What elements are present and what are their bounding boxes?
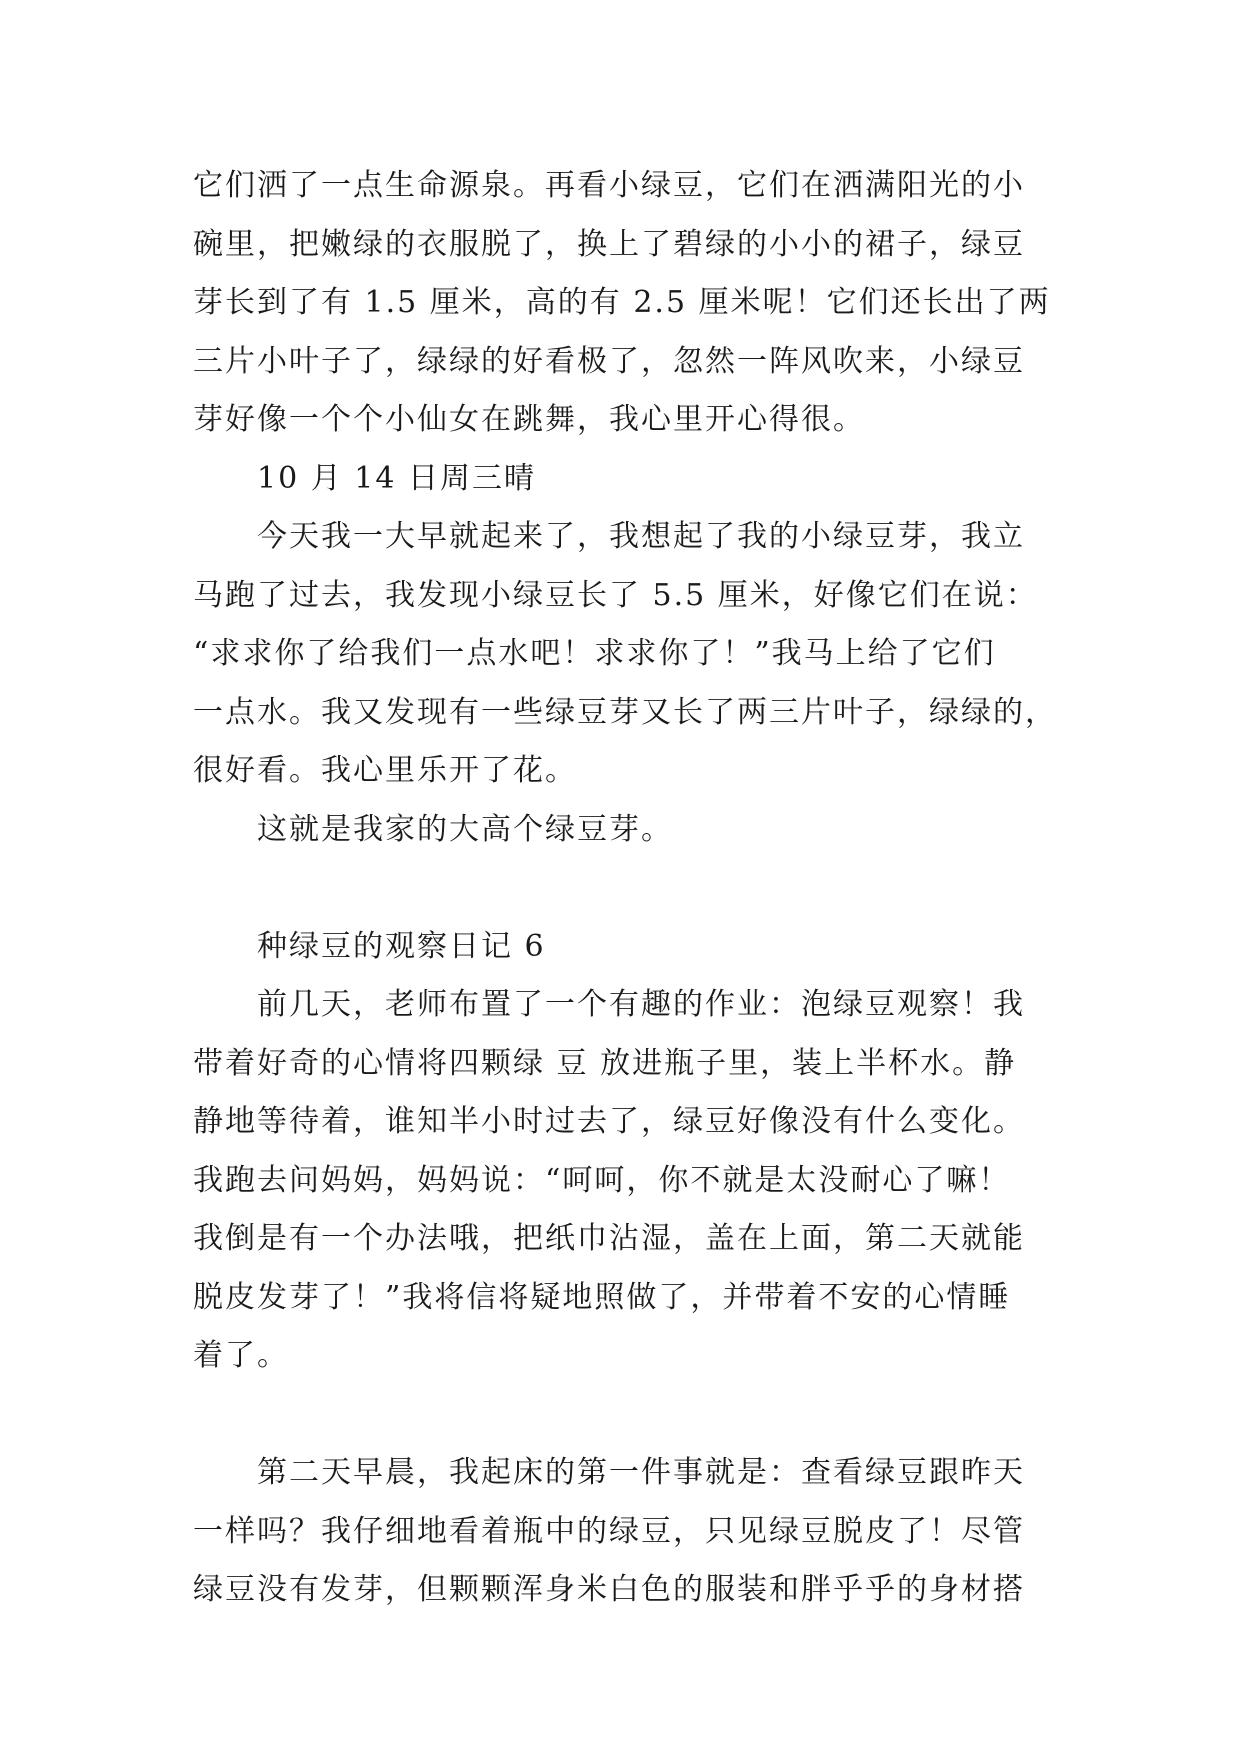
document-body [193, 157, 1063, 1620]
text-line: 三片小叶子了，绿绿的好看极了，忽然一阵风吹来，小绿豆 [193, 343, 1025, 379]
paragraph-intro [193, 976, 1063, 1386]
text-line: 马跑了过去，我发现小绿豆长了 5.5 厘米，好像它们在说： [193, 577, 1038, 613]
text-line: 10 月 14 日周三晴 [257, 460, 536, 496]
text-line: 脱皮发芽了！”我将信将疑地照做了，并带着不安的心情睡 [193, 1279, 1011, 1315]
date-heading [193, 450, 1063, 509]
section-title [193, 918, 1063, 977]
text-line: 一样吗？我仔细地看着瓶中的绿豆，只见绿豆脱皮了！尽管 [193, 1513, 1025, 1549]
text-line: 芽好像一个个小仙女在跳舞，我心里开心得很。 [193, 402, 865, 437]
paragraph-closing [193, 801, 1063, 860]
text-line: 第二天早晨，我起床的第一件事就是：查看绿豆跟昨天 [257, 1455, 1025, 1490]
text-line: 这就是我家的大高个绿豆芽。 [257, 811, 673, 847]
text-line: 种绿豆的观察日记 6 [257, 928, 546, 964]
paragraph-spacer [193, 1386, 1063, 1445]
text-line: 我倒是有一个办法哦，把纸巾沾湿，盖在上面，第二天就能 [193, 1221, 1025, 1256]
paragraph-continued [193, 157, 1063, 450]
text-line: 带着好奇的心情将四颗绿 豆 放进瓶子里，装上半杯水。静 [193, 1045, 1017, 1081]
text-line: 我跑去问妈妈，妈妈说：“呵呵，你不就是太没耐心了嘛！ [193, 1162, 1011, 1198]
paragraph-day2 [193, 1444, 1063, 1620]
text-line: 碗里，把嫩绿的衣服脱了，换上了碧绿的小小的裙子，绿豆 [193, 226, 1025, 262]
text-line: 绿豆没有发芽，但颗颗浑身米白色的服装和胖乎乎的身材搭 [193, 1572, 1025, 1607]
text-line: 静地等待着，谁知半小时过去了，绿豆好像没有什么变化。 [193, 1104, 1025, 1139]
text-line: 它们洒了一点生命源泉。再看小绿豆，它们在洒满阳光的小 [193, 168, 1025, 203]
text-line: 一点水。我又发现有一些绿豆芽又长了两三片叶子，绿绿的， [193, 694, 1057, 730]
text-line: 芽长到了有 1.5 厘米，高的有 2.5 厘米呢！它们还长出了两 [193, 285, 1051, 320]
text-line: 今天我一大早就起来了，我想起了我的小绿豆芽，我立 [257, 519, 1025, 554]
paragraph-oct14 [193, 508, 1063, 801]
paragraph-spacer [193, 859, 1063, 918]
text-line: 前几天，老师布置了一个有趣的作业：泡绿豆观察！我 [257, 987, 1025, 1022]
text-line: “求求你了给我们一点水吧！求求你了！”我马上给了它们 [193, 636, 996, 671]
text-line: 着了。 [193, 1338, 289, 1373]
text-line: 很好看。我心里乐开了花。 [193, 753, 577, 788]
